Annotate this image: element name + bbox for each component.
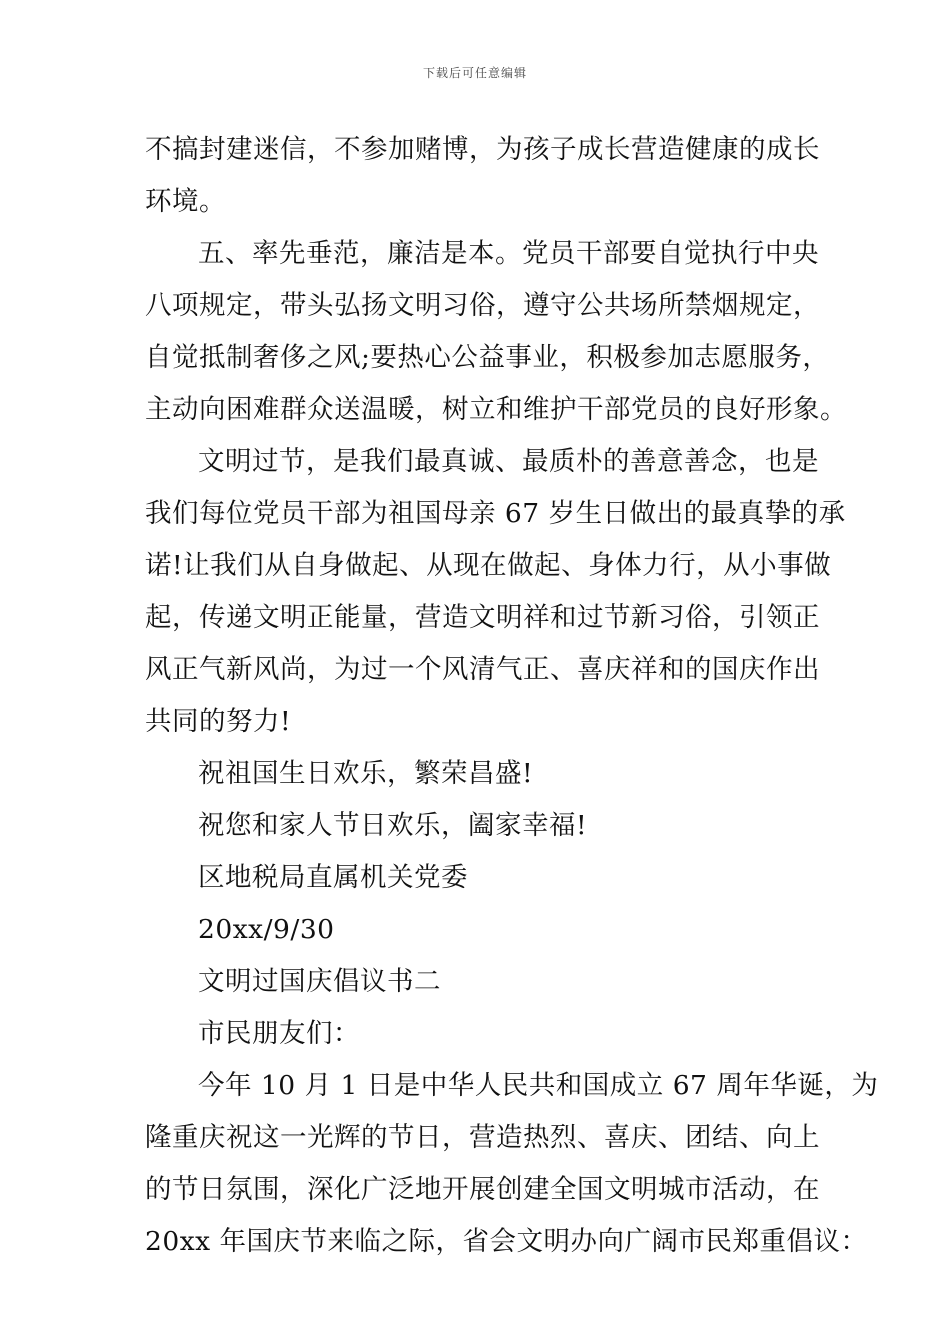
text-line: 诺!让我们从自身做起、从现在做起、身体力行，从小事做 [145, 550, 832, 581]
text-line: 隆重庆祝这一光辉的节日，营造热烈、喜庆、团结、向上 [145, 1122, 820, 1153]
text-line: 祝您和家人节日欢乐，阖家幸福! [198, 810, 588, 841]
text-line: 共同的努力! [145, 706, 292, 737]
document-body [145, 124, 879, 1268]
text-line: 今年 10 月 1 日是中华人民共和国成立 67 周年华诞，为 [198, 1070, 879, 1101]
text-line: 祝祖国生日欢乐，繁荣昌盛! [198, 758, 534, 789]
signature-date: 20xx/9/30 [198, 914, 335, 945]
signature-organization: 区地税局直属机关党委 [198, 862, 468, 893]
page-header-note: 下载后可任意编辑 [422, 66, 527, 80]
salutation: 市民朋友们： [198, 1018, 360, 1049]
text-line: 文明过节，是我们最真诚、最质朴的善意善念，也是 [198, 446, 819, 477]
text-line: 风正气新风尚，为过一个风清气正、喜庆祥和的国庆作出 [145, 654, 820, 685]
text-line: 20xx 年国庆节来临之际，省会文明办向广阔市民郑重倡议： [145, 1226, 868, 1257]
section-title: 文明过国庆倡议书二 [198, 966, 441, 997]
text-line: 的节日氛围，深化广泛地开展创建全国文明城市活动，在 [145, 1174, 820, 1205]
text-line: 起，传递文明正能量，营造文明祥和过节新习俗，引领正 [145, 602, 820, 633]
text-line: 自觉抵制奢侈之风;要热心公益事业，积极参加志愿服务， [145, 342, 830, 373]
text-line: 八项规定，带头弘扬文明习俗，遵守公共场所禁烟规定， [145, 290, 820, 321]
text-line: 不搞封建迷信，不参加赌博，为孩子成长营造健康的成长 [145, 134, 820, 165]
text-line: 五、率先垂范，廉洁是本。党员干部要自觉执行中央 [198, 238, 819, 269]
text-line: 环境。 [145, 186, 226, 217]
text-line: 我们每位党员干部为祖国母亲 67 岁生日做出的最真挚的承 [145, 498, 846, 529]
text-line: 主动向困难群众送温暖，树立和维护干部党员的良好形象。 [145, 394, 847, 425]
